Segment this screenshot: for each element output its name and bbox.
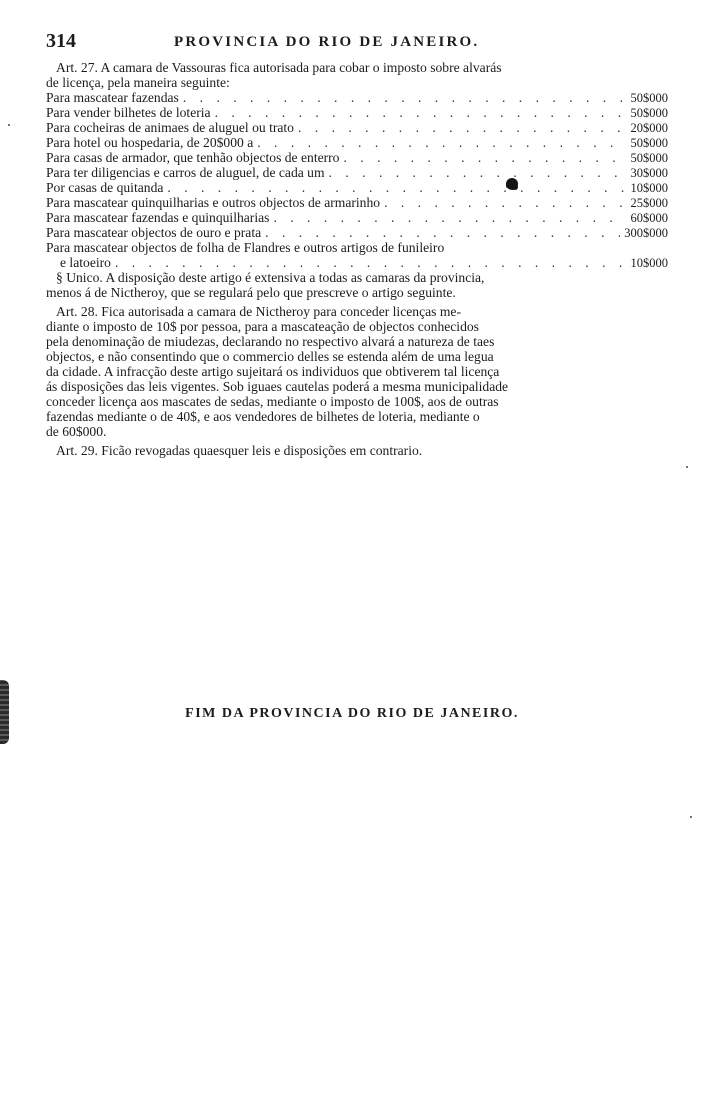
article-28-line: fazendas mediante o de 40$, e aos vendedores de bilhetes de loteria, mediante o: [46, 409, 480, 424]
tax-entry-label: Para ter diligencias e carros de aluguel, de cada um: [46, 165, 325, 180]
tax-entry-label: Para mascatear fazendas e quinquilharias: [46, 210, 270, 225]
paragraph-unico-line-2: menos á de Nictheroy, que se regulará pelo que prescreve o artigo seguinte.: [46, 285, 456, 300]
article-28-line: Art. 28. Fica autorisada a camara de Nictheroy para conceder licenças me-: [56, 304, 461, 319]
dot-leader: [183, 90, 627, 105]
tax-entry: [46, 195, 668, 210]
tax-entry-first-line: Para mascatear objectos de folha de Flandres e outros artigos de funileiro: [46, 240, 445, 255]
text-body: [46, 60, 668, 458]
article-28-last-line: de 60$000.: [46, 424, 107, 439]
tax-entry-label: Para mascatear quinquilharias e outros objectos de armarinho: [46, 195, 381, 210]
tax-entry: [46, 180, 668, 195]
dot-leader: [343, 150, 626, 165]
tax-entry-label: e latoeiro: [60, 255, 111, 270]
article-28-line: ás disposições das leis vigentes. Sob iguaes cautelas poderá a mesma municipalidade: [46, 379, 509, 394]
tax-entry-label: Para mascatear fazendas: [46, 90, 179, 105]
tax-entry-amount: 50$000: [630, 106, 668, 120]
article-28-line: diante o imposto de 10$ por pessoa, para a mascateação de objectos conhecidos: [46, 319, 479, 334]
tax-entry: [46, 120, 668, 135]
tax-entry: [46, 135, 668, 150]
tax-entry-label: Para cocheiras de animaes de aluguel ou trato: [46, 120, 294, 135]
article-27-intro-line-2: de licença, pela maneira seguinte:: [46, 75, 230, 90]
tax-entry-label: Para hotel ou hospedaria, de 20$000 a: [46, 135, 254, 150]
tax-entry-amount: 30$000: [630, 166, 668, 180]
page-header: [46, 30, 676, 56]
paragraph-unico-line-1: § Unico. A disposição deste artigo é extensiva a todas as camaras da provincia,: [56, 270, 485, 285]
tax-entry: [46, 255, 668, 270]
tax-entry-label: Para vender bilhetes de loteria: [46, 105, 211, 120]
paper-speck: [8, 124, 10, 126]
tax-entry-amount: 20$000: [630, 121, 668, 135]
dot-leader: [329, 165, 627, 180]
page-number: 314: [46, 30, 76, 52]
tax-entry: [46, 90, 668, 105]
tax-entry: [46, 225, 668, 240]
tax-entry-label: Para casas de armador, que tenhão objectos de enterro: [46, 150, 340, 165]
closing-heading: FIM DA PROVINCIA DO RIO DE JANEIRO.: [185, 706, 519, 721]
tax-entry: [46, 210, 668, 225]
article-28-line: da cidade. A infracção deste artigo sujeitará os individuos que obtiverem tal licença: [46, 364, 500, 379]
paper-speck: [686, 466, 688, 468]
dot-leader: [167, 180, 626, 195]
article-27-intro-line-1: Art. 27. A camara de Vassouras fica autorisada para cobar o imposto sobre alvarás: [56, 60, 502, 75]
tax-entry-label: Para mascatear objectos de ouro e prata: [46, 225, 262, 240]
dot-leader: [115, 255, 627, 270]
article-29: Art. 29. Ficão revogadas quaesquer leis e disposições em contrario.: [56, 443, 423, 458]
tax-entry-amount: 50$000: [630, 136, 668, 150]
tax-entry-amount: 25$000: [630, 196, 668, 210]
tax-entry: [46, 165, 668, 180]
article-28-line: pela denominação de miudezas, declarando no respectivo alvará a natureza de taes: [46, 334, 495, 349]
tax-entry-amount: 10$000: [630, 181, 668, 195]
tax-entry: [46, 105, 668, 120]
tax-entry-amount: 50$000: [630, 91, 668, 105]
dot-leader: [273, 210, 626, 225]
article-28-line: objectos, e não consentindo que o commercio delles se estenda além de uma legua: [46, 349, 494, 364]
article-28-line: conceder licença aos mascates de sedas, mediante o imposto de 100$, aos de outras: [46, 394, 499, 409]
tax-entry-amount: 50$000: [630, 151, 668, 165]
dot-leader: [265, 225, 620, 240]
running-head: PROVINCIA DO RIO DE JANEIRO.: [174, 34, 480, 50]
tax-entry-amount: 300$000: [624, 226, 668, 240]
paper-speck: [690, 816, 692, 818]
binding-edge-mark: [0, 680, 9, 744]
ink-blot: [506, 178, 518, 190]
dot-leader: [215, 105, 627, 120]
tax-entry: [46, 150, 668, 165]
dot-leader: [298, 120, 627, 135]
dot-leader: [257, 135, 626, 150]
tax-entry-amount: 60$000: [630, 211, 668, 225]
tax-entry-label: Por casas de quitanda: [46, 180, 164, 195]
dot-leader: [384, 195, 626, 210]
tax-entry-amount: 10$000: [630, 256, 668, 270]
